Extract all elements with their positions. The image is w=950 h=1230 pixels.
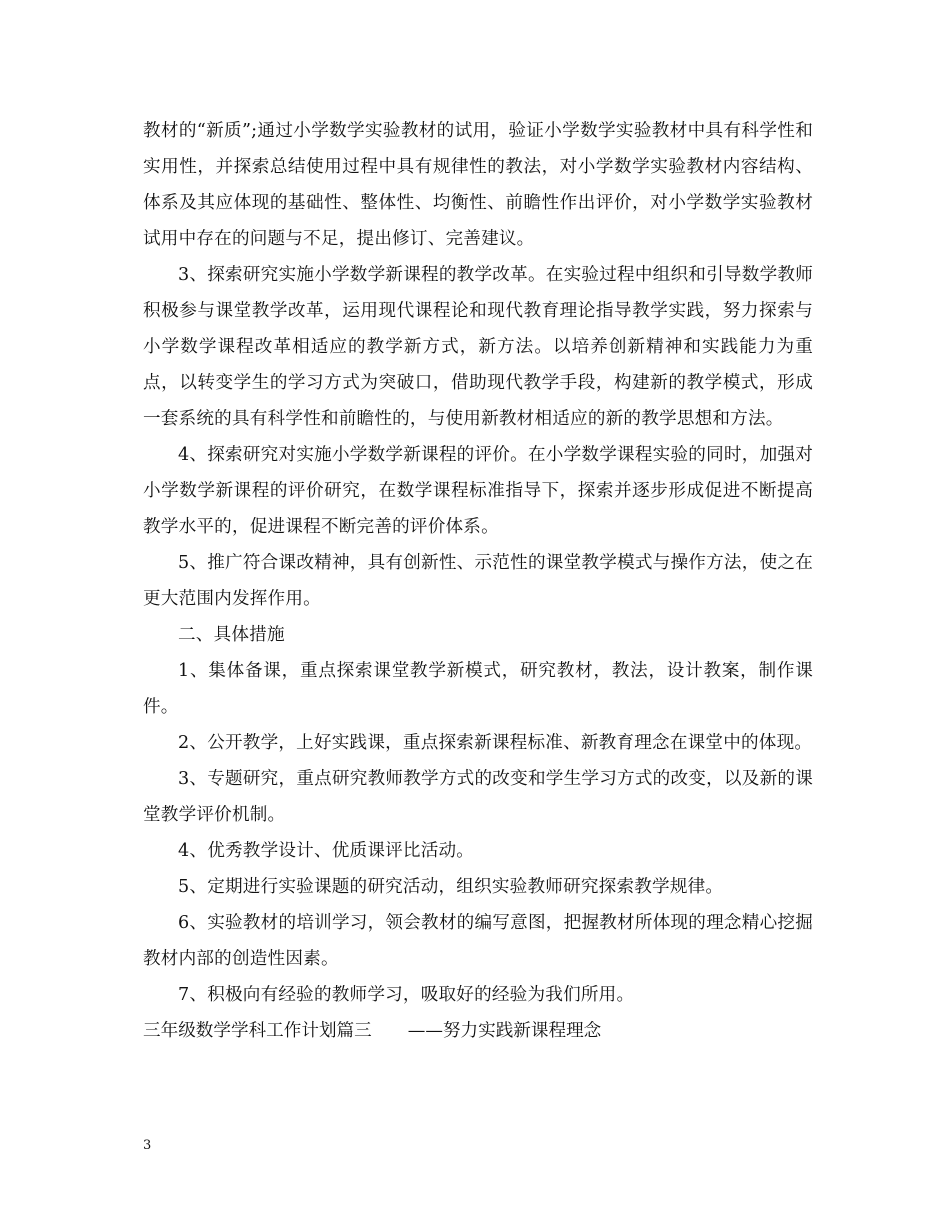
section-title-subtitle: ——努力实践新课程理念 bbox=[407, 1021, 602, 1041]
paragraph: 1、集体备课，重点探索课堂教学新模式，研究教材，教法，设计教案，制作课件。 bbox=[143, 661, 813, 717]
paragraph: 2、公开教学，上好实践课，重点探索新课程标准、新教育理念在课堂中的体现。 bbox=[178, 733, 813, 753]
page-number: 3 bbox=[143, 1138, 152, 1153]
paragraph: 7、积极向有经验的教师学习，吸取好的经验为我们所用。 bbox=[178, 985, 635, 1005]
section-title bbox=[143, 1013, 813, 1049]
document-body bbox=[143, 113, 813, 1049]
paragraph: 4、探索研究对实施小学数学新课程的评价。在小学数学课程实验的同时，加强对小学数学新课程的评价研究，在数学课程标准指导下，探索并逐步形成促进不断提高教学水平的，促进课程不断完善的评价体系。 bbox=[143, 445, 813, 537]
paragraph: 3、探索研究实施小学数学新课程的教学改革。在实验过程中组织和引导数学教师积极参与课堂教学改革，运用现代课程论和现代教育理论指导教学实践，努力探索与小学数学课程改革相适应的教学新方式，新方法。以培养创新精神和实践能力为重点，以转变学生的学习方式为突破口，借助现代教学手段，构建新的教学模式，形成一套系统的具有科学性和前瞻性的，与使用新教材相适应的新的教学思想和方法。 bbox=[143, 265, 813, 429]
section-title-main: 三年级数学学科工作计划篇三 bbox=[143, 1021, 372, 1041]
paragraph: 3、专题研究，重点研究教师教学方式的改变和学生学习方式的改变，以及新的课堂教学评价机制。 bbox=[143, 769, 813, 825]
paragraph: 5、推广符合课改精神，具有创新性、示范性的课堂教学模式与操作方法，使之在更大范围内发挥作用。 bbox=[143, 553, 813, 609]
paragraph: 5、定期进行实验课题的研究活动，组织实验教师研究探索教学规律。 bbox=[178, 877, 724, 897]
subheading: 二、具体措施 bbox=[178, 625, 285, 645]
paragraph: 4、优秀教学设计、优质课评比活动。 bbox=[178, 841, 475, 861]
paragraph: 教材的“新质”;通过小学数学实验教材的试用，验证小学数学实验教材中具有科学性和实用性，并探索总结使用过程中具有规律性的教法，对小学数学实验教材内容结构、体系及其应体现的基础性、整体性、均衡性、前瞻性作出评价，对小学数学实验教材试用中存在的问题与不足，提出修订、完善建议。 bbox=[143, 121, 813, 249]
paragraph: 6、实验教材的培训学习，领会教材的编写意图，把握教材所体现的理念精心挖掘教材内部的创造性因素。 bbox=[143, 913, 813, 969]
